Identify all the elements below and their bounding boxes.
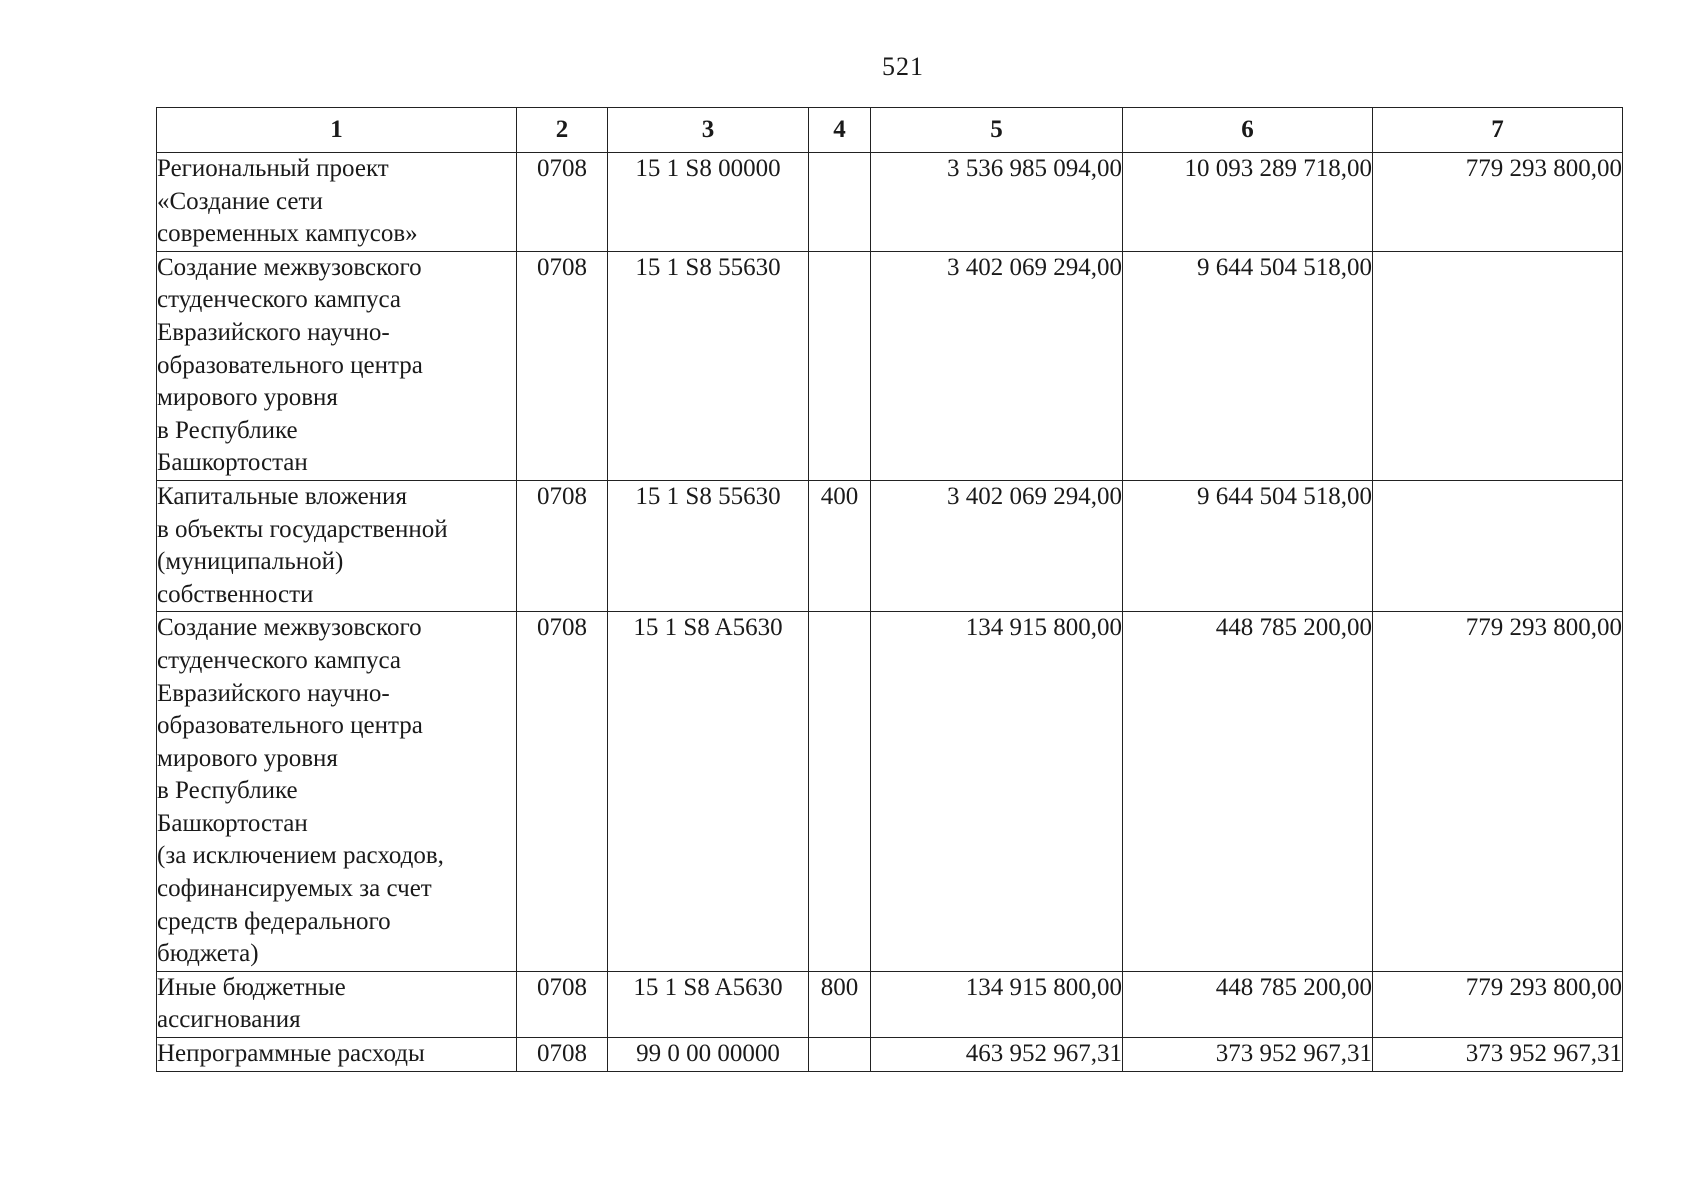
name-line: Башкортостан <box>157 449 308 477</box>
name-line: студенческого кампуса <box>157 646 402 674</box>
amount-col-5: 3 536 985 094,00 <box>871 153 1123 252</box>
col-header-1: 1 <box>157 108 517 153</box>
col-header-2: 2 <box>517 108 608 153</box>
table-row <box>157 612 1623 972</box>
amount-col-7: 779 293 800,00 <box>1373 153 1623 252</box>
amount-col-7: 779 293 800,00 <box>1373 612 1623 972</box>
amount-col-5: 134 915 800,00 <box>871 612 1123 972</box>
amount-col-6: 9 644 504 518,00 <box>1123 480 1373 611</box>
amount-col-7: 373 952 967,31 <box>1373 1038 1623 1072</box>
amount-col-5: 463 952 967,31 <box>871 1038 1123 1072</box>
name-line: Иные бюджетные <box>157 973 346 1001</box>
expense-type-code <box>809 251 871 480</box>
amount-col-5: 3 402 069 294,00 <box>871 251 1123 480</box>
amount-col-6: 9 644 504 518,00 <box>1123 251 1373 480</box>
section-code: 0708 <box>517 153 608 252</box>
amount-col-5: 134 915 800,00 <box>871 971 1123 1037</box>
row-name-cell <box>157 153 517 252</box>
name-line: Создание межвузовского <box>157 614 422 642</box>
name-line: мирового уровня <box>157 744 338 772</box>
section-code: 0708 <box>517 971 608 1037</box>
target-code: 15 1 S8 A5630 <box>608 612 809 972</box>
name-line: Непрограммные расходы <box>157 1040 425 1068</box>
name-line: Евразийского научно- <box>157 318 390 346</box>
name-line: в Республике <box>157 416 298 444</box>
col-header-3: 3 <box>608 108 809 153</box>
name-line: мирового уровня <box>157 384 338 412</box>
col-header-7: 7 <box>1373 108 1623 153</box>
amount-col-7: 779 293 800,00 <box>1373 971 1623 1037</box>
name-line: образовательного центра <box>157 351 423 379</box>
amount-col-6: 10 093 289 718,00 <box>1123 153 1373 252</box>
row-name-cell <box>157 612 517 972</box>
name-line: Капитальные вложения <box>157 482 407 510</box>
name-line: Башкортостан <box>157 809 308 837</box>
table-row <box>157 1038 1623 1072</box>
col-header-5: 5 <box>871 108 1123 153</box>
target-code: 15 1 S8 A5630 <box>608 971 809 1037</box>
name-line: софинансируемых за счет <box>157 875 432 903</box>
table-header <box>157 108 1623 153</box>
section-code: 0708 <box>517 1038 608 1072</box>
page-number: 521 <box>882 52 924 81</box>
table-body <box>157 153 1623 1072</box>
name-line: бюджета) <box>157 940 259 968</box>
name-line: средств федерального <box>157 907 391 935</box>
name-line: в объекты государственной <box>157 515 448 543</box>
amount-col-6: 448 785 200,00 <box>1123 971 1373 1037</box>
name-line: студенческого кампуса <box>157 286 402 314</box>
table-row <box>157 251 1623 480</box>
row-name-cell <box>157 480 517 611</box>
table-row <box>157 153 1623 252</box>
amount-col-6: 373 952 967,31 <box>1123 1038 1373 1072</box>
target-code: 15 1 S8 55630 <box>608 251 809 480</box>
expense-type-code <box>809 612 871 972</box>
amount-col-5: 3 402 069 294,00 <box>871 480 1123 611</box>
row-name-cell <box>157 971 517 1037</box>
name-line: собственности <box>157 580 314 608</box>
budget-table <box>156 107 1623 1072</box>
name-line: Региональный проект <box>157 155 389 182</box>
name-line: (за исключением расходов, <box>157 842 444 870</box>
target-code: 99 0 00 00000 <box>608 1038 809 1072</box>
name-line: Создание межвузовского <box>157 253 422 281</box>
name-line: современных кампусов» <box>157 220 418 248</box>
table-row <box>157 480 1623 611</box>
amount-col-6: 448 785 200,00 <box>1123 612 1373 972</box>
table-row <box>157 971 1623 1037</box>
amount-col-7 <box>1373 251 1623 480</box>
name-line: образовательного центра <box>157 712 423 740</box>
target-code: 15 1 S8 55630 <box>608 480 809 611</box>
name-line: в Республике <box>157 777 298 805</box>
section-code: 0708 <box>517 612 608 972</box>
expense-type-code <box>809 1038 871 1072</box>
section-code: 0708 <box>517 480 608 611</box>
row-name-cell <box>157 251 517 480</box>
target-code: 15 1 S8 00000 <box>608 153 809 252</box>
col-header-6: 6 <box>1123 108 1373 153</box>
header-row <box>157 108 1623 153</box>
section-code: 0708 <box>517 251 608 480</box>
name-line: (муниципальной) <box>157 548 344 576</box>
expense-type-code: 800 <box>809 971 871 1037</box>
row-name-cell <box>157 1038 517 1072</box>
expense-type-code: 400 <box>809 480 871 611</box>
name-line: «Создание сети <box>157 187 323 215</box>
name-line: Евразийского научно- <box>157 679 390 707</box>
amount-col-7 <box>1373 480 1623 611</box>
col-header-4: 4 <box>809 108 871 153</box>
name-line: ассигнования <box>157 1006 301 1034</box>
expense-type-code <box>809 153 871 252</box>
